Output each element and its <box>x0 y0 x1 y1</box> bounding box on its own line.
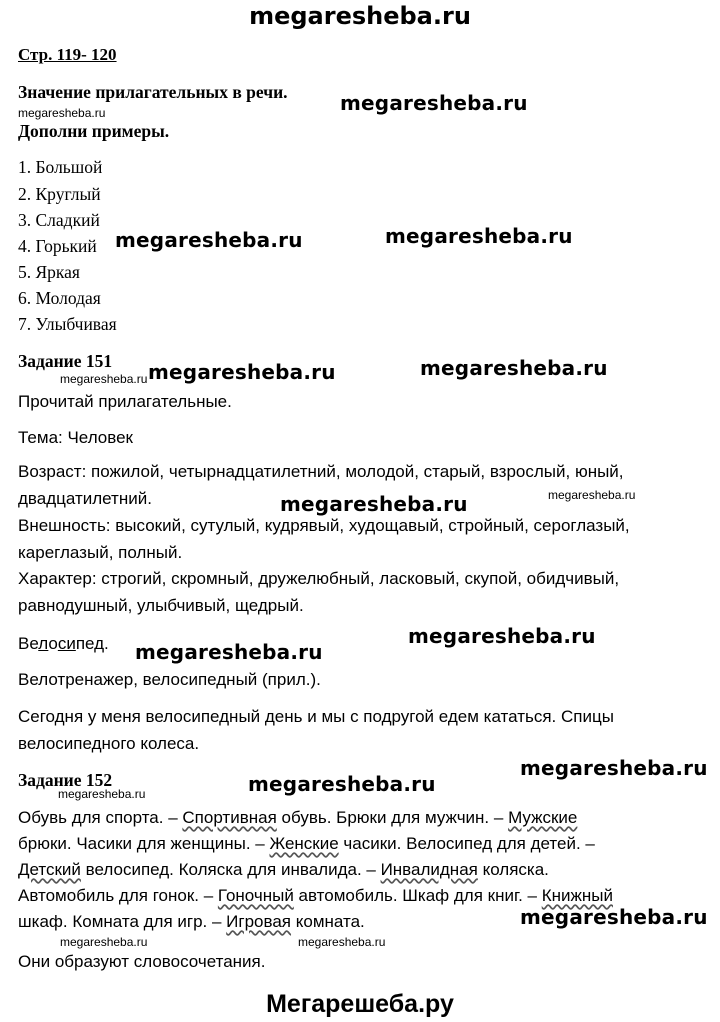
watermark: megaresheba.ru <box>520 905 708 929</box>
text: брюки. Часики для женщины. – <box>18 834 270 853</box>
task-151-instruction: Прочитай прилагательные. <box>18 392 232 411</box>
watermark-small: megaresheba.ru <box>58 787 146 801</box>
sentence-line: Сегодня у меня велосипедный день и мы с подругой едем кататься. Спицы <box>18 707 614 726</box>
text: Автомобиль для гонок. – <box>18 886 218 905</box>
answer-line <box>18 886 613 906</box>
page-reference: Стр. 119- 120 <box>18 45 117 64</box>
section-subtitle: Дополни примеры. <box>18 121 170 141</box>
looks-line: кареглазый, полный. <box>18 543 183 562</box>
watermark-small: megaresheba.ru <box>60 372 148 386</box>
footer-site-title: Мегарешеба.ру <box>266 990 454 1018</box>
age-line: двадцатилетний. <box>18 489 152 508</box>
highlighted-adjective: Гоночный <box>217 886 294 905</box>
text: Обувь для спорта. – <box>18 808 183 827</box>
watermark: megaresheba.ru <box>280 492 468 516</box>
word-part: Ве <box>18 634 39 653</box>
watermark: megaresheba.ru <box>520 756 708 780</box>
list-item: 7. Улыбчивая <box>18 314 117 334</box>
answer-line <box>18 834 595 854</box>
character-line: Характер: строгий, скромный, дружелюбный, ласковый, скупой, обидчивый, <box>18 569 620 588</box>
answer-line <box>18 808 577 828</box>
task-151-title: Задание 151 <box>18 351 113 371</box>
list-item: 2. Круглый <box>18 184 101 204</box>
conclusion: Они образуют словосочетания. <box>18 952 266 971</box>
watermark-small: megaresheba.ru <box>548 488 636 502</box>
text: шкаф. Комната для игр. – <box>18 912 227 931</box>
highlighted-adjective: Детский <box>18 860 81 879</box>
list-item: 5. Яркая <box>18 262 80 282</box>
watermark: megaresheba.ru <box>385 224 573 248</box>
watermark: megaresheba.ru <box>420 356 608 380</box>
word-part-underlined: си <box>57 634 76 653</box>
highlighted-adjective: Мужские <box>508 808 578 827</box>
list-item: 3. Сладкий <box>18 210 100 230</box>
list-item: 6. Молодая <box>18 288 101 308</box>
text: комната. <box>291 912 365 931</box>
word-part: . <box>104 634 109 653</box>
word-part-underlined: л <box>38 634 49 653</box>
watermark-small: megaresheba.ru <box>18 106 106 120</box>
watermark-small: megaresheba.ru <box>298 935 386 949</box>
highlighted-adjective: Спортивная <box>182 808 277 827</box>
answer-line <box>18 912 365 932</box>
highlighted-adjective: Инвалидная <box>380 860 478 879</box>
text: часики. Велосипед для детей. – <box>338 834 595 853</box>
age-line: Возраст: пожилой, четырнадцатилетний, молодой, старый, взрослый, юный, <box>18 462 624 481</box>
highlighted-adjective: Женские <box>269 834 339 853</box>
task-151-theme: Тема: Человек <box>18 428 133 447</box>
character-line: равнодушный, улыбчивый, щедрый. <box>18 596 304 615</box>
list-item: 4. Горький <box>18 236 97 256</box>
derived-words: Велотренажер, велосипедный (прил.). <box>18 670 321 689</box>
list-item: 1. Большой <box>18 157 103 177</box>
text: автомобиль. Шкаф для книг. – <box>293 886 542 905</box>
watermark-small: megaresheba.ru <box>60 935 148 949</box>
watermark: megaresheba.ru <box>148 360 336 384</box>
highlighted-adjective: Игровая <box>226 912 292 931</box>
watermark: megaresheba.ru <box>248 772 436 796</box>
watermark: megaresheba.ru <box>135 640 323 664</box>
watermark: megaresheba.ru <box>115 228 303 252</box>
task-152-title: Задание 152 <box>18 770 113 790</box>
word-part: о <box>48 634 58 653</box>
sentence-line: велосипедного колеса. <box>18 734 200 753</box>
text: коляска. <box>477 860 549 879</box>
text: обувь. Брюки для мужчин. – <box>276 808 509 827</box>
text: велосипед. Коляска для инвалида. – <box>80 860 381 879</box>
dictionary-word <box>18 634 109 654</box>
looks-line: Внешность: высокий, сутулый, кудрявый, худощавый, стройный, сероглазый, <box>18 516 630 535</box>
watermark: megaresheba.ru <box>340 91 528 115</box>
section-title: Значение прилагательных в речи. <box>18 82 288 102</box>
answer-line <box>18 860 549 880</box>
highlighted-adjective: Книжный <box>541 886 613 905</box>
word-part: пед <box>75 634 105 653</box>
watermark: megaresheba.ru <box>408 624 596 648</box>
header-site-title: megaresheba.ru <box>249 2 471 30</box>
